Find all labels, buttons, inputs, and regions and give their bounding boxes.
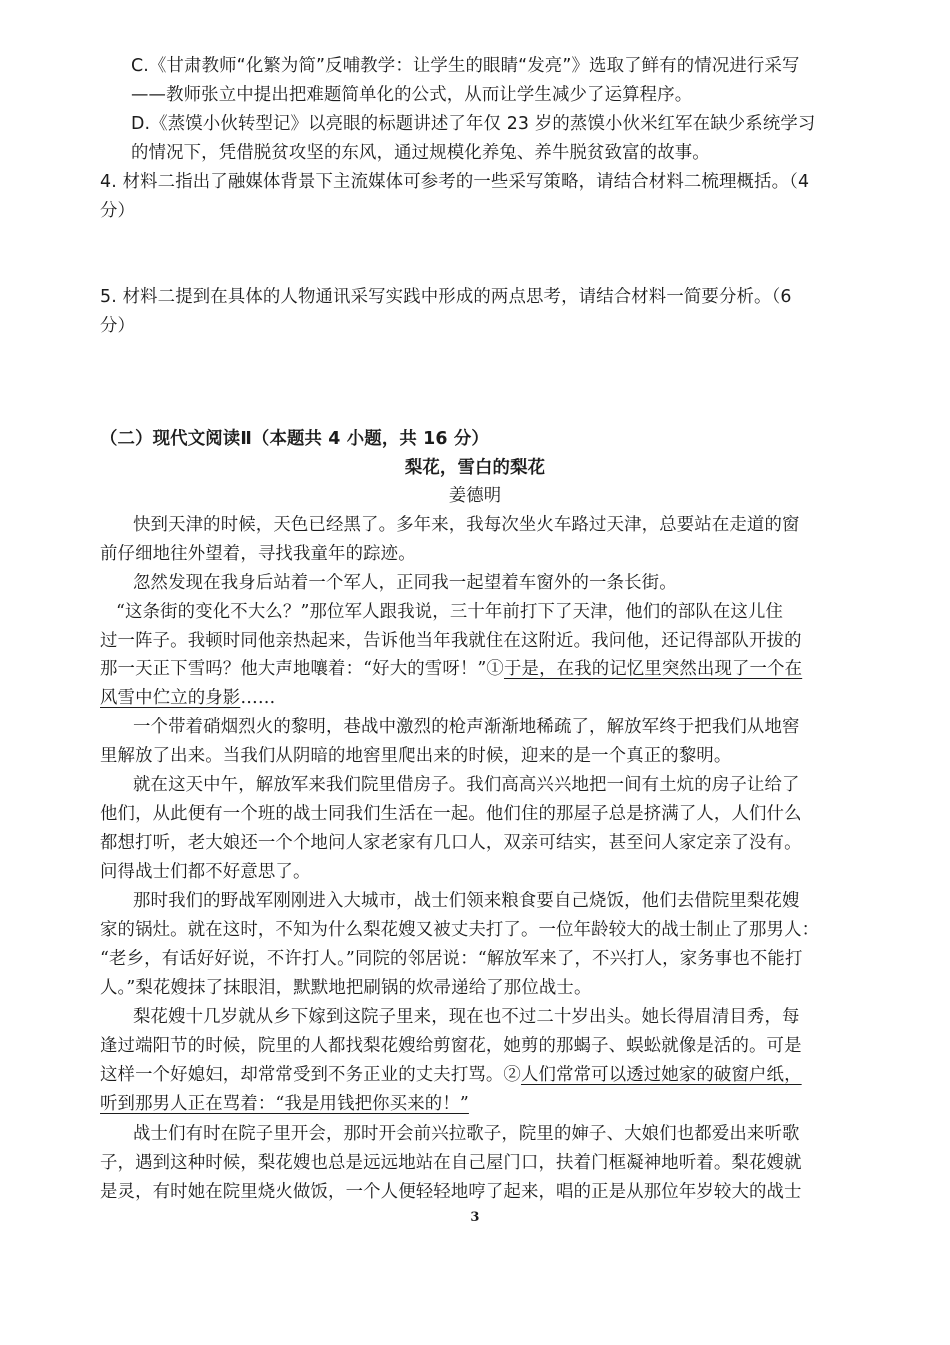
passage-line: 快到天津的时候，天色已经黑了。多年来，我每次坐火车路过天津，总要站在走道的窗	[133, 515, 800, 535]
passage-line: 战士们有时在院子里开会，那时开会前兴拉歌子，院里的婶子、大娘们也都爱出来听歌	[133, 1124, 800, 1144]
option-d-line-2: 的情况下，凭借脱贫攻坚的东风，通过规模化养兔、养牛脱贫致富的故事。	[131, 143, 710, 163]
passage-line: 里解放了出来。当我们从阴暗的地窖里爬出来的时候，迎来的是一个真正的黎明。	[100, 746, 732, 766]
underlined-sentence-1-end: 风雪中伫立的身影	[100, 688, 241, 708]
passage-line-with-underline	[100, 1094, 469, 1114]
passage-line: 忽然发现在我身后站着一个军人，正同我一起望着车窗外的一条长街。	[133, 573, 677, 593]
underlined-sentence-2-end: 听到那男人正在骂着：“我是用钱把你买来的！”	[100, 1094, 469, 1114]
passage-line: 是灵，有时她在院里烧火做饭，一个人便轻轻地哼了起来，唱的正是从那位年岁较大的战士	[100, 1182, 802, 1202]
passage-line: 一个带着硝烟烈火的黎明，巷战中激烈的枪声渐渐地稀疏了，解放军终于把我们从地窖	[133, 717, 800, 737]
passage-text: 这样一个好媳妇，却常常受到不务正业的丈夫打骂。②	[100, 1065, 521, 1085]
underlined-sentence-1: 于是，在我的记忆里突然出现了一个在	[503, 659, 803, 679]
section-heading: （二）现代文阅读Ⅱ（本题共 4 小题，共 16 分）	[100, 429, 489, 449]
page-number: 3	[470, 1210, 480, 1225]
passage-line: 梨花嫂十几岁就从乡下嫁到这院子里来，现在也不过二十岁出头。她长得眉清目秀，每	[133, 1007, 800, 1027]
passage-line: 人。”梨花嫂抹了抹眼泪，默默地把刷锅的炊帚递给了那位战士。	[100, 978, 592, 998]
option-c-line-1: C.《甘肃教师“化繁为简”反哺教学：让学生的眼睛“发亮”》选取了鲜有的情况进行采写	[131, 56, 800, 76]
option-d-line-1: D.《蒸馍小伙转型记》以亮眼的标题讲述了年仅 23 岁的蒸馍小伙米红军在缺少系统学习	[131, 114, 816, 134]
passage-line: 他们，从此便有一个班的战士同我们生活在一起。他们住的那屋子总是挤满了人，人们什么	[100, 804, 802, 824]
underlined-sentence-2: 人们常常可以透过她家的破窗户纸，	[520, 1065, 802, 1085]
passage-author: 姜德明	[448, 486, 502, 506]
passage-line: 家的锅灶。就在这时，不知为什么梨花嫂又被丈夫打了。一位年龄较大的战士制止了那男人：	[100, 920, 820, 940]
passage-line: “这条街的变化不大么？”那位军人跟我说，三十年前打下了天津，他们的部队在这儿住	[116, 602, 784, 622]
passage-line: 前仔细地往外望着，寻找我童年的踪迹。	[100, 544, 416, 564]
passage-line-with-underline	[100, 659, 802, 679]
passage-line: 都想打听，老大娘还一个个地问人家老家有几口人，双亲可结实，甚至问人家定亲了没有。	[100, 833, 802, 853]
question-4-line-1: 4. 材料二指出了融媒体背景下主流媒体可参考的一些采写策略，请结合材料二梳理概括。（4	[100, 172, 810, 192]
passage-line: 那时我们的野战军刚刚进入大城市，战士们领来粮食要自己烧饭，他们去借院里梨花嫂	[133, 891, 800, 911]
passage-line: 问得战士们都不好意思了。	[100, 862, 311, 882]
passage-line-with-underline	[100, 1065, 802, 1085]
passage-line: 逢过端阳节的时候，院里的人都找梨花嫂给剪窗花，她剪的那蝎子、蜈蚣就像是活的。可是	[100, 1036, 802, 1056]
question-4-line-2: 分）	[100, 201, 136, 221]
passage-line-with-underline	[100, 688, 275, 708]
passage-text: 那一天正下雪吗？他大声地嚷着：“好大的雪呀！”①	[100, 659, 504, 679]
passage-line: 就在这天中午，解放军来我们院里借房子。我们高高兴兴地把一间有土炕的房子让给了	[133, 775, 800, 795]
option-c-line-2: ——教师张立中提出把难题简单化的公式，从而让学生减少了运算程序。	[131, 85, 693, 105]
passage-title: 梨花，雪白的梨花	[404, 458, 546, 478]
question-5-line-1: 5. 材料二提到在具体的人物通讯采写实践中形成的两点思考，请结合材料一简要分析。（6	[100, 287, 792, 307]
passage-line: 过一阵子。我顿时同他亲热起来，告诉他当年我就住在这附近。我问他，还记得部队开拔的	[100, 631, 802, 651]
passage-line: 子，遇到这种时候，梨花嫂也总是远远地站在自己屋门口，扶着门框凝神地听着。梨花嫂就	[100, 1153, 802, 1173]
question-5-line-2: 分）	[100, 316, 136, 336]
passage-line: “老乡，有话好好说，不许打人。”同院的邻居说：“解放军来了，不兴打人，家务事也不能打	[100, 949, 803, 969]
passage-text: ……	[240, 688, 276, 708]
